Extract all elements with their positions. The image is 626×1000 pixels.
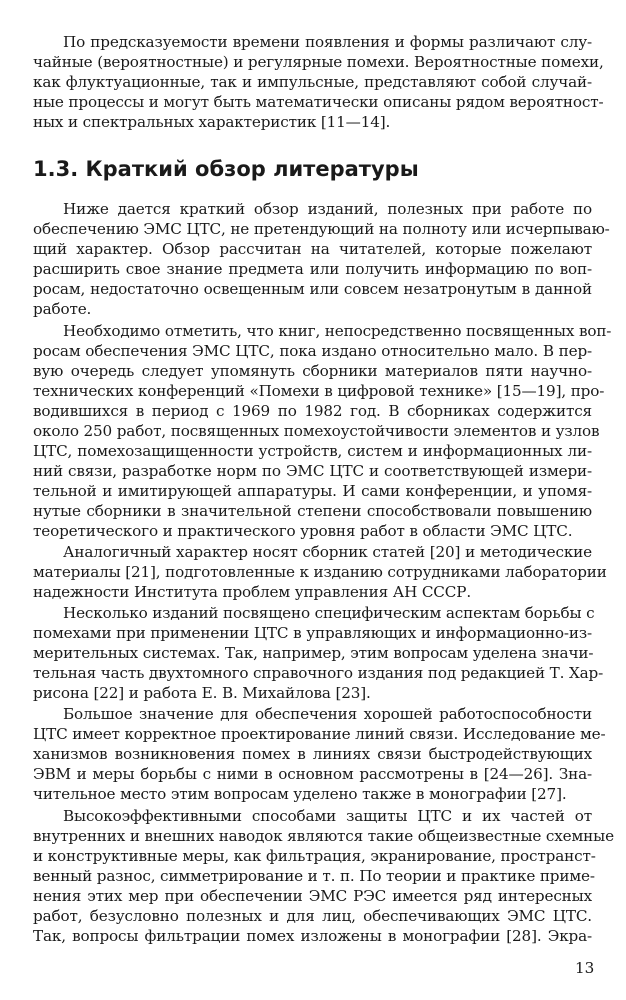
text-line: как флуктуационные, так и импульсные, представляют собой случай- bbox=[33, 73, 592, 91]
text-line: рисона [22] и работа Е. В. Михайлова [23]. bbox=[33, 684, 371, 702]
text-line: ЦТС, помехозащищенности устройств, систем и информационных ли- bbox=[33, 442, 592, 460]
text-line: надежности Института проблем управления АН СССР. bbox=[33, 583, 471, 601]
text-line: ЦТС имеет корректное проектирование линий связи. Исследование ме- bbox=[33, 725, 606, 743]
text-line: росам обеспечения ЭМС ЦТС, пока издано относительно мало. В пер- bbox=[33, 342, 592, 360]
text-line: нутые сборники в значительной степени способствовали повышению bbox=[33, 502, 592, 520]
text-line: Высокоэффективными способами защиты ЦТС и их частей от bbox=[63, 807, 592, 825]
text-line: расширить свое знание предмета или получить информацию по воп- bbox=[33, 260, 592, 278]
page-number: 13 bbox=[575, 959, 595, 977]
text-line: Ниже дается краткий обзор изданий, полезных при работе по bbox=[63, 200, 592, 218]
text-line: обеспечению ЭМС ЦТС, не претендующий на полноту или исчерпываю- bbox=[33, 220, 610, 238]
text-line: щий характер. Обзор рассчитан на читателей, которые пожелают bbox=[33, 240, 592, 258]
text-line: вую очередь следует упомянуть сборники материалов пяти научно- bbox=[33, 362, 592, 380]
text-line: По предсказуемости времени появления и формы различают слу- bbox=[63, 33, 592, 51]
text-line: технических конференций «Помехи в цифровой технике» [15—19], про- bbox=[33, 382, 605, 400]
text-line: Несколько изданий посвящено специфическим аспектам борьбы с bbox=[63, 604, 595, 622]
text-line: ний связи, разработке норм по ЭМС ЦТС и соответствующей измери- bbox=[33, 462, 592, 480]
text-line: работе. bbox=[33, 300, 92, 318]
text-line: ханизмов возникновения помех в линиях связи быстродействующих bbox=[33, 745, 592, 763]
text-line: материалы [21], подготовленные к изданию сотрудниками лаборатории bbox=[33, 563, 607, 581]
section-heading: 1.3. Краткий обзор литературы bbox=[33, 157, 419, 181]
text-line: венный разнос, симметрирование и т. п. По теории и практике приме- bbox=[33, 867, 595, 885]
text-line: помехами при применении ЦТС в управляющих и информационно-из- bbox=[33, 624, 592, 642]
text-line: нения этих мер при обеспечении ЭМС РЭС имеется ряд интересных bbox=[33, 887, 592, 905]
text-line: Необходимо отметить, что книг, непосредственно посвященных воп- bbox=[63, 322, 612, 340]
text-line: Большое значение для обеспечения хорошей работоспособности bbox=[63, 705, 592, 723]
text-line: работ, безусловно полезных и для лиц, обеспечивающих ЭМС ЦТС. bbox=[33, 907, 592, 925]
text-line: и конструктивные меры, как фильтрация, экранирование, пространст- bbox=[33, 847, 596, 865]
text-line: внутренних и внешних наводок являются такие общеизвестные схемные bbox=[33, 827, 614, 845]
text-line: водившихся в период с 1969 по 1982 год. В сборниках содержится bbox=[33, 402, 592, 420]
text-line: тельной и имитирующей аппаратуры. И сами конференции, и упомя- bbox=[33, 482, 592, 500]
text-line: около 250 работ, посвященных помехоустойчивости элементов и узлов bbox=[33, 422, 600, 440]
text-line: ЭВМ и меры борьбы с ними в основном рассмотрены в [24—26]. Зна- bbox=[33, 765, 592, 783]
text-line: чительное место этим вопросам уделено также в монографии [27]. bbox=[33, 785, 567, 803]
text-line: росам, недостаточно освещенным или совсем незатронутым в данной bbox=[33, 280, 592, 298]
text-line: мерительных системах. Так, например, этим вопросам уделена значи- bbox=[33, 644, 594, 662]
text-line: Аналогичный характер носят сборник статей [20] и методические bbox=[63, 543, 592, 561]
text-line: тельная часть двухтомного справочного издания под редакцией Т. Хар- bbox=[33, 664, 604, 682]
text-line: Так, вопросы фильтрации помех изложены в монографии [28]. Экра- bbox=[33, 927, 592, 945]
text-line: теоретического и практического уровня работ в области ЭМС ЦТС. bbox=[33, 522, 573, 540]
text-line: чайные (вероятностные) и регулярные помехи. Вероятностные помехи, bbox=[33, 53, 604, 71]
text-line: ных и спектральных характеристик [11—14]. bbox=[33, 113, 391, 131]
text-line: ные процессы и могут быть математически описаны рядом вероятност- bbox=[33, 93, 604, 111]
